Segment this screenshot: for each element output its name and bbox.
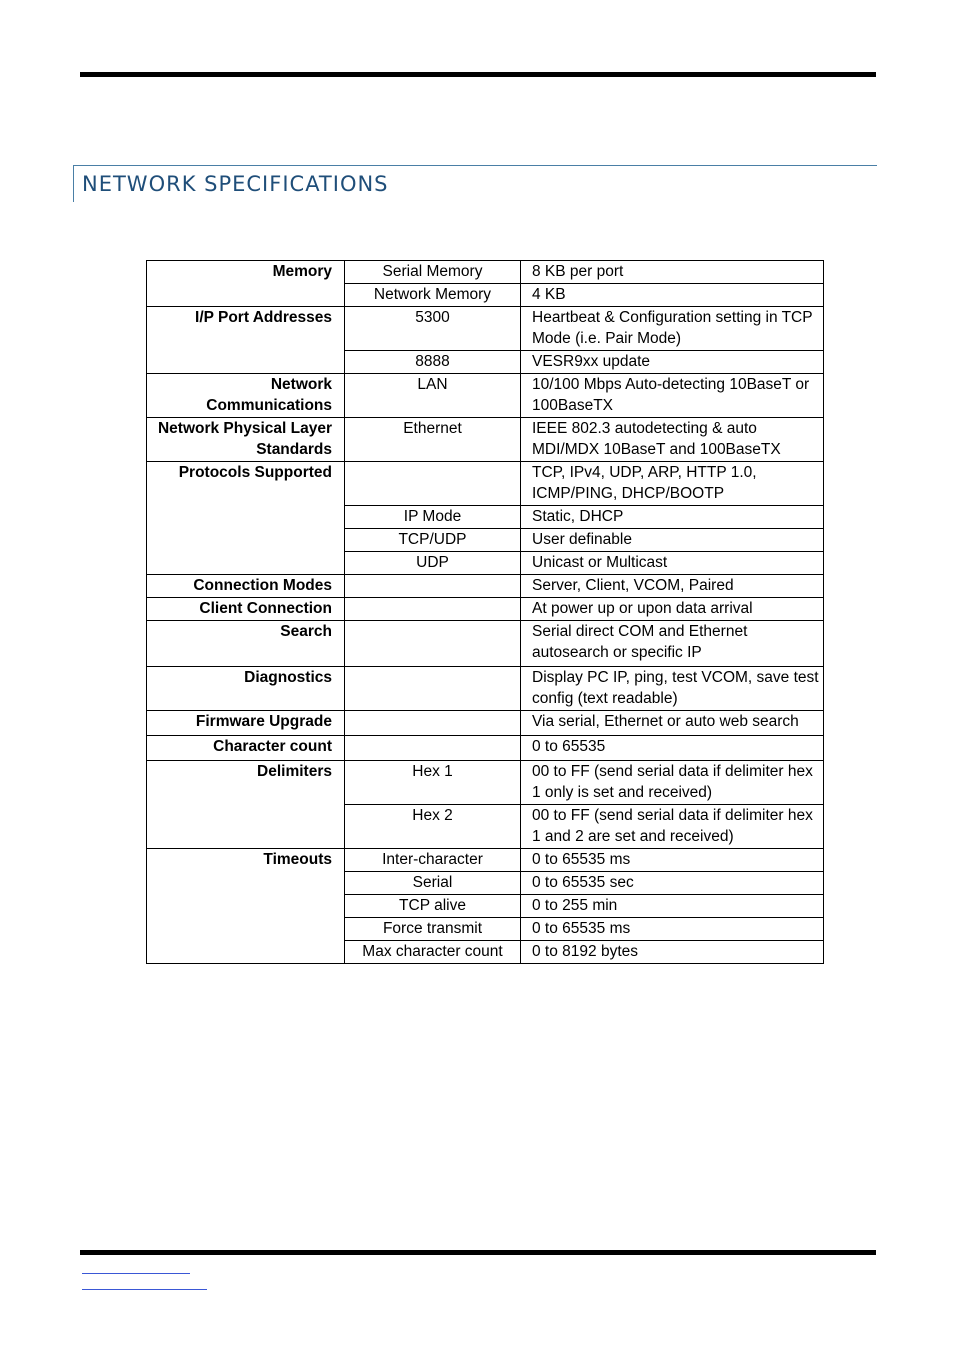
spec-sub-label: TCP alive: [345, 895, 521, 918]
spec-value: 0 to 65535 ms: [521, 918, 824, 941]
spec-sub-label: [345, 736, 521, 761]
spec-sub-label: Hex 2: [345, 805, 521, 849]
spec-value: Heartbeat & Configuration setting in TCP Mode (i.e. Pair Mode): [521, 307, 824, 351]
spec-value: 0 to 8192 bytes: [521, 941, 824, 964]
spec-value: 8 KB per port: [521, 261, 824, 284]
spec-sub-label: Ethernet: [345, 418, 521, 462]
spec-value: Via serial, Ethernet or auto web search: [521, 711, 824, 736]
table-row: [147, 849, 824, 872]
spec-value: Unicast or Multicast: [521, 552, 824, 575]
spec-value: 0 to 65535 sec: [521, 872, 824, 895]
spec-value: At power up or upon data arrival: [521, 598, 824, 621]
spec-sub-label: Inter-character: [345, 849, 521, 872]
spec-sub-label: [345, 621, 521, 667]
spec-value: Serial direct COM and Ethernet autosearch or specific IP: [521, 621, 824, 667]
spec-group-label: Delimiters: [147, 761, 345, 849]
spec-value: 0 to 65535 ms: [521, 849, 824, 872]
spec-sub-label: Serial: [345, 872, 521, 895]
spec-group-label: Character count: [147, 736, 345, 761]
spec-sub-label: [345, 462, 521, 506]
spec-group-label: Firmware Upgrade: [147, 711, 345, 736]
spec-group-label: Network Communications: [147, 374, 345, 418]
spec-sub-label: [345, 575, 521, 598]
spec-sub-label: LAN: [345, 374, 521, 418]
spec-sub-label: Network Memory: [345, 284, 521, 307]
spec-group-label: I/P Port Addresses: [147, 307, 345, 374]
spec-value: User definable: [521, 529, 824, 552]
spec-value: TCP, IPv4, UDP, ARP, HTTP 1.0, ICMP/PING, DHCP/BOOTP: [521, 462, 824, 506]
section-title: NETWORK SPECIFICATIONS: [82, 172, 389, 196]
spec-sub-label: TCP/UDP: [345, 529, 521, 552]
spec-group-label: Protocols Supported: [147, 462, 345, 575]
table-row: [147, 621, 824, 667]
spec-sub-label: [345, 711, 521, 736]
table-row: [147, 374, 824, 418]
header-rule: [80, 72, 876, 77]
spec-sub-label: 8888: [345, 351, 521, 374]
spec-group-label: Memory: [147, 261, 345, 307]
table-row: [147, 307, 824, 351]
spec-group-label: Timeouts: [147, 849, 345, 964]
footer-link[interactable]: [82, 1258, 190, 1274]
table-row: [147, 711, 824, 736]
network-spec-table: [146, 260, 824, 964]
spec-sub-label: [345, 598, 521, 621]
section-heading: [73, 165, 877, 202]
spec-sub-label: UDP: [345, 552, 521, 575]
spec-value: 00 to FF (send serial data if delimiter hex 1 and 2 are set and received): [521, 805, 824, 849]
spec-value: Static, DHCP: [521, 506, 824, 529]
spec-value: 00 to FF (send serial data if delimiter hex 1 only is set and received): [521, 761, 824, 805]
spec-group-label: Network Physical Layer Standards: [147, 418, 345, 462]
spec-sub-label: 5300: [345, 307, 521, 351]
spec-sub-label: Hex 1: [345, 761, 521, 805]
spec-value: Display PC IP, ping, test VCOM, save test config (text readable): [521, 667, 824, 711]
spec-value: 10/100 Mbps Auto-detecting 10BaseT or 100BaseTX: [521, 374, 824, 418]
table-row: [147, 761, 824, 805]
table-row: [147, 418, 824, 462]
spec-sub-label: Max character count: [345, 941, 521, 964]
spec-sub-label: Force transmit: [345, 918, 521, 941]
spec-sub-label: IP Mode: [345, 506, 521, 529]
spec-value: VESR9xx update: [521, 351, 824, 374]
table-row: [147, 667, 824, 711]
spec-group-label: Connection Modes: [147, 575, 345, 598]
table-row: [147, 598, 824, 621]
spec-value: 4 KB: [521, 284, 824, 307]
table-row: [147, 261, 824, 284]
spec-group-label: Diagnostics: [147, 667, 345, 711]
spec-value: Server, Client, VCOM, Paired: [521, 575, 824, 598]
spec-sub-label: [345, 667, 521, 711]
spec-value: IEEE 802.3 autodetecting & auto MDI/MDX 10BaseT and 100BaseTX: [521, 418, 824, 462]
spec-value: 0 to 255 min: [521, 895, 824, 918]
spec-group-label: Client Connection: [147, 598, 345, 621]
spec-value: 0 to 65535: [521, 736, 824, 761]
spec-group-label: Search: [147, 621, 345, 667]
footer-link[interactable]: [82, 1274, 207, 1290]
table-row: [147, 575, 824, 598]
table-row: [147, 736, 824, 761]
footer-rule: [80, 1250, 876, 1255]
spec-sub-label: Serial Memory: [345, 261, 521, 284]
table-row: [147, 462, 824, 506]
